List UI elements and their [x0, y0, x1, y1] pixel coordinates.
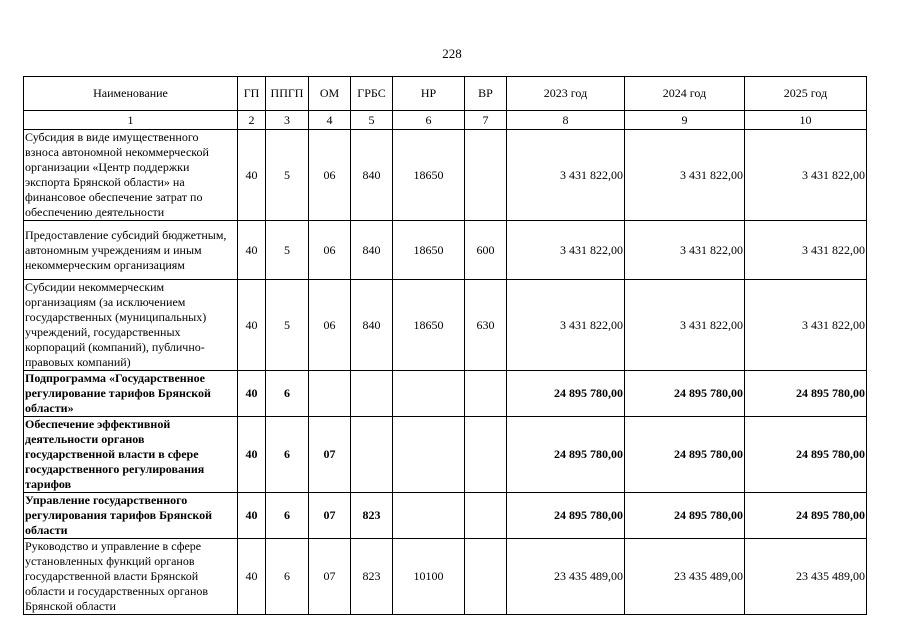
index-cell: 3 [266, 111, 309, 130]
cell-gp: 40 [238, 539, 266, 615]
cell-2023: 24 895 780,00 [507, 493, 625, 539]
cell-2023: 3 431 822,00 [507, 280, 625, 371]
table-row [24, 539, 867, 615]
cell-ppgp: 5 [266, 221, 309, 280]
cell-om [309, 371, 351, 417]
header-2024: 2024 год [625, 77, 745, 111]
cell-gp: 40 [238, 371, 266, 417]
cell-vr [465, 417, 507, 493]
cell-vr [465, 371, 507, 417]
cell-gp: 40 [238, 280, 266, 371]
cell-ppgp: 6 [266, 493, 309, 539]
header-2023: 2023 год [507, 77, 625, 111]
table-row [24, 280, 867, 371]
index-cell: 1 [24, 111, 238, 130]
index-row [24, 111, 867, 130]
index-cell: 8 [507, 111, 625, 130]
budget-table [23, 76, 867, 615]
header-grbs: ГРБС [351, 77, 393, 111]
cell-om: 07 [309, 417, 351, 493]
cell-nr: 10100 [393, 539, 465, 615]
table-row [24, 417, 867, 493]
cell-vr [465, 539, 507, 615]
cell-2024: 3 431 822,00 [625, 280, 745, 371]
header-nr: НР [393, 77, 465, 111]
cell-nr: 18650 [393, 130, 465, 221]
cell-2023: 3 431 822,00 [507, 221, 625, 280]
index-cell: 6 [393, 111, 465, 130]
cell-2024: 23 435 489,00 [625, 539, 745, 615]
table-row [24, 221, 867, 280]
cell-grbs: 840 [351, 280, 393, 371]
row-name: Обеспечение эффективной деятельности органов государственной власти в сфере государственного регулирования тарифов [24, 417, 238, 493]
cell-2025: 3 431 822,00 [745, 221, 867, 280]
header-vr: ВР [465, 77, 507, 111]
row-name: Управление государственного регулирования тарифов Брянской области [24, 493, 238, 539]
cell-om: 06 [309, 221, 351, 280]
cell-om: 06 [309, 130, 351, 221]
row-name: Предоставление субсидий бюджетным, автономным учреждениям и иным некоммерческим организациям [24, 221, 238, 280]
cell-nr: 18650 [393, 280, 465, 371]
table-row [24, 130, 867, 221]
cell-nr [393, 493, 465, 539]
cell-vr [465, 130, 507, 221]
cell-2025: 3 431 822,00 [745, 130, 867, 221]
cell-vr: 600 [465, 221, 507, 280]
cell-ppgp: 5 [266, 280, 309, 371]
cell-2025: 24 895 780,00 [745, 493, 867, 539]
cell-gp: 40 [238, 221, 266, 280]
cell-2024: 3 431 822,00 [625, 221, 745, 280]
index-cell: 2 [238, 111, 266, 130]
cell-2023: 3 431 822,00 [507, 130, 625, 221]
cell-grbs [351, 371, 393, 417]
cell-gp: 40 [238, 417, 266, 493]
cell-2023: 23 435 489,00 [507, 539, 625, 615]
cell-2023: 24 895 780,00 [507, 371, 625, 417]
cell-2025: 23 435 489,00 [745, 539, 867, 615]
cell-2025: 24 895 780,00 [745, 417, 867, 493]
index-cell: 4 [309, 111, 351, 130]
cell-nr [393, 417, 465, 493]
cell-om: 07 [309, 493, 351, 539]
row-name: Руководство и управление в сфере установленных функций органов государственной власти Брянской области и государственных органов Брянской области [24, 539, 238, 615]
cell-ppgp: 6 [266, 371, 309, 417]
cell-ppgp: 5 [266, 130, 309, 221]
cell-vr [465, 493, 507, 539]
index-cell: 10 [745, 111, 867, 130]
table-row [24, 493, 867, 539]
cell-2024: 24 895 780,00 [625, 493, 745, 539]
header-gp: ГП [238, 77, 266, 111]
cell-om: 07 [309, 539, 351, 615]
row-name: Субсидия в виде имущественного взноса автономной некоммерческой организации «Центр поддержки экспорта Брянской области» на финансовое обеспечение затрат по обеспечению деятельности [24, 130, 238, 221]
header-ppgp: ППГП [266, 77, 309, 111]
cell-2024: 24 895 780,00 [625, 417, 745, 493]
cell-2025: 3 431 822,00 [745, 280, 867, 371]
cell-ppgp: 6 [266, 539, 309, 615]
cell-om: 06 [309, 280, 351, 371]
page-number: 228 [442, 46, 462, 61]
index-cell: 5 [351, 111, 393, 130]
header-om: ОМ [309, 77, 351, 111]
index-cell: 9 [625, 111, 745, 130]
cell-grbs: 823 [351, 493, 393, 539]
row-name: Подпрограмма «Государственное регулирование тарифов Брянской области» [24, 371, 238, 417]
cell-2024: 24 895 780,00 [625, 371, 745, 417]
cell-nr [393, 371, 465, 417]
cell-grbs: 823 [351, 539, 393, 615]
row-name: Субсидии некоммерческим организациям (за исключением государственных (муниципальных) учреждений, государственных корпораций (компаний), публично-правовых компаний) [24, 280, 238, 371]
header-row [24, 77, 867, 111]
cell-vr: 630 [465, 280, 507, 371]
header-name: Наименование [24, 77, 238, 111]
cell-ppgp: 6 [266, 417, 309, 493]
index-cell: 7 [465, 111, 507, 130]
cell-gp: 40 [238, 130, 266, 221]
cell-nr: 18650 [393, 221, 465, 280]
cell-gp: 40 [238, 493, 266, 539]
header-2025: 2025 год [745, 77, 867, 111]
cell-2025: 24 895 780,00 [745, 371, 867, 417]
cell-grbs [351, 417, 393, 493]
cell-2023: 24 895 780,00 [507, 417, 625, 493]
cell-grbs: 840 [351, 221, 393, 280]
cell-2024: 3 431 822,00 [625, 130, 745, 221]
table-row [24, 371, 867, 417]
cell-grbs: 840 [351, 130, 393, 221]
